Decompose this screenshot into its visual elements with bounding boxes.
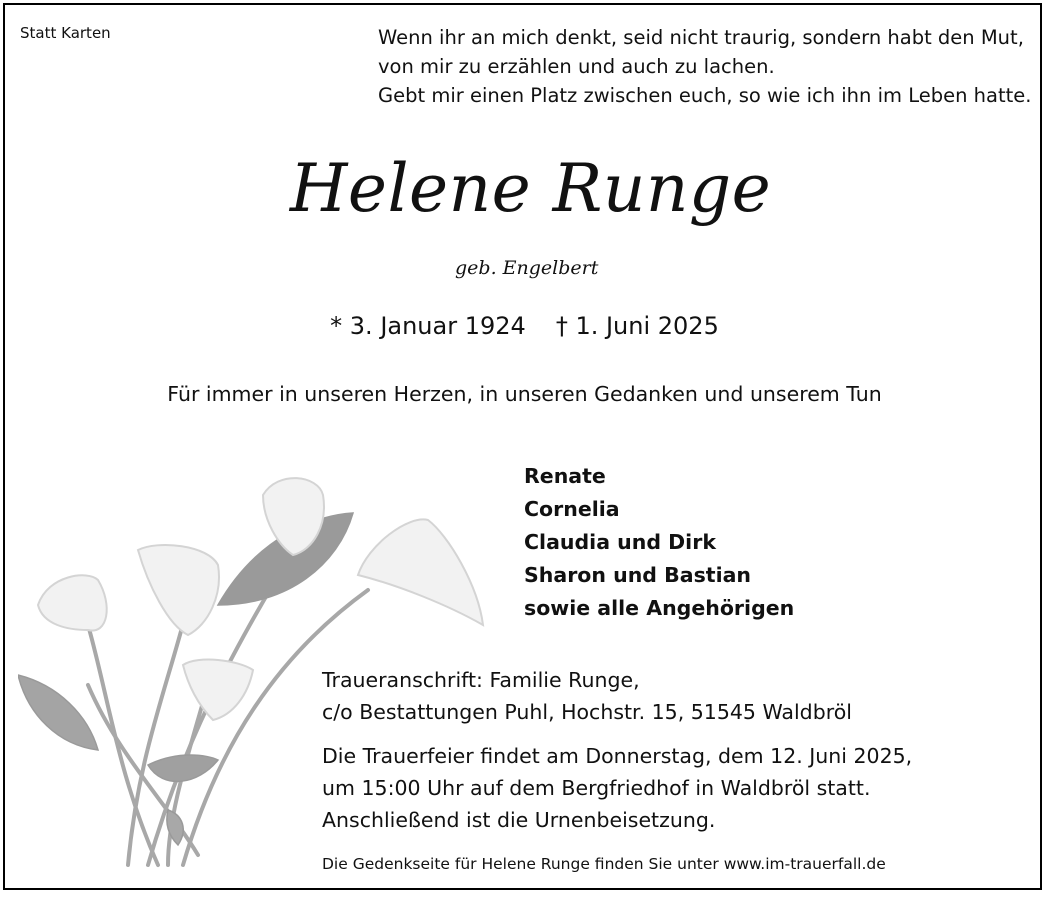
life-dates — [0, 312, 1049, 340]
ceremony-line: Die Trauerfeier findet am Donnerstag, dem 12. Juni 2025, — [322, 744, 913, 768]
address-line: c/o Bestattungen Puhl, Hochstr. 15, 51545 Waldbröl — [322, 699, 852, 724]
death-date: † 1. Juni 2025 — [555, 312, 719, 340]
poem-line: Gebt mir einen Platz zwischen euch, so wie ich ihn im Leben hatte. — [378, 84, 1032, 107]
mourning-address — [322, 665, 852, 728]
family-member: Claudia und Dirk — [524, 530, 716, 554]
ceremony-line: um 15:00 Uhr auf dem Bergfriedhof in Waldbröl statt. — [322, 776, 871, 800]
memorial-motto: Für immer in unseren Herzen, in unseren Gedanken und unserem Tun — [167, 382, 882, 406]
poem-quote — [378, 23, 1038, 110]
family-list — [524, 460, 794, 625]
birth-date: * 3. Januar 1924 — [330, 312, 526, 340]
statt-karten-label: Statt Karten — [20, 24, 111, 42]
poem-line: Wenn ihr an mich denkt, seid nicht traurig, sondern habt den Mut, — [378, 26, 1024, 49]
family-member: Renate — [524, 464, 606, 488]
address-line: Traueranschrift: Familie Runge, — [322, 668, 640, 692]
poem-line: von mir zu erzählen und auch zu lachen. — [378, 55, 775, 78]
memorial-website-note: Die Gedenkseite für Helene Runge finden Sie unter www.im-trauerfall.de — [322, 855, 886, 873]
family-member: sowie alle Angehörigen — [524, 596, 795, 620]
deceased-name: Helene Runge — [289, 150, 772, 227]
ceremony-line: Anschließend ist die Urnenbeisetzung. — [322, 808, 716, 832]
family-member: Sharon und Bastian — [524, 563, 752, 587]
maiden-name: geb. Engelbert — [455, 257, 599, 279]
family-member: Cornelia — [524, 497, 620, 521]
funeral-details — [322, 740, 912, 836]
